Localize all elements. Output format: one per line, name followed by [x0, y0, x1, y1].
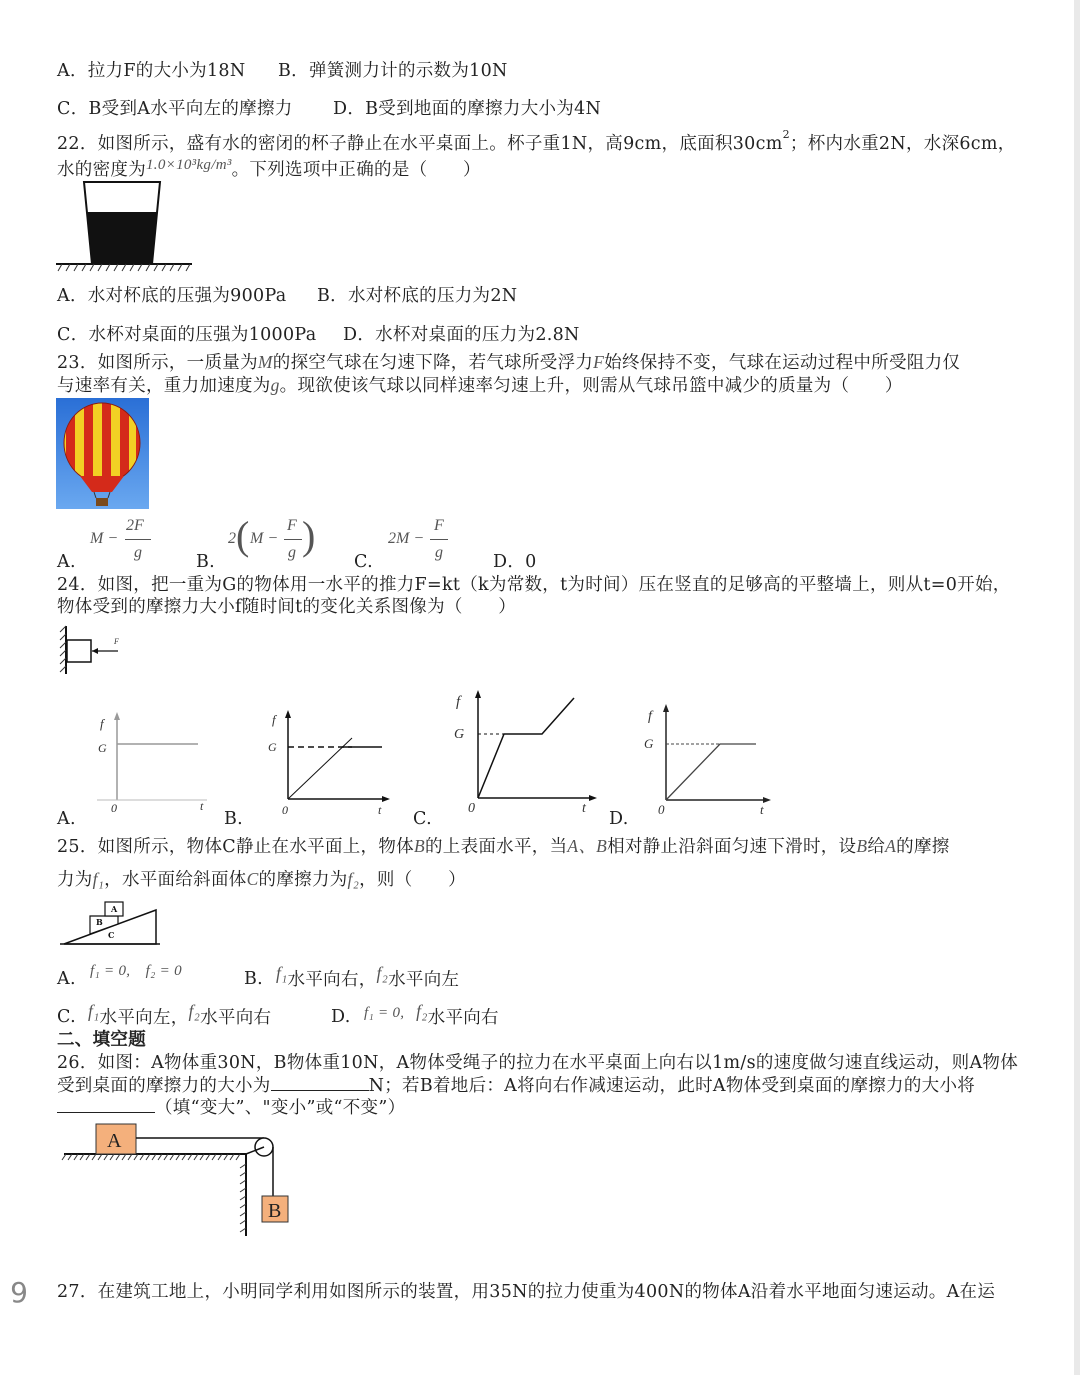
q25-b-t1: 水平向右， — [287, 970, 377, 990]
graph-d — [640, 700, 780, 818]
block-a-label: A — [111, 904, 118, 914]
graph-c-g-label: G — [454, 727, 465, 742]
q23-option-c-expr: 2M − — [388, 530, 425, 547]
q22-stem-text-b: ；杯内水重2N，水深6cm， — [789, 133, 1016, 154]
q23-option-a-label: A. — [57, 552, 76, 572]
q23-option-c-fraction-bar — [430, 539, 448, 540]
q23-option-a-num: 2F — [126, 517, 144, 534]
block-a-label-q26: A — [107, 1130, 122, 1152]
graph-c-f-label: f — [456, 694, 461, 710]
q25-d-t: 水平向右 — [427, 1008, 499, 1028]
q22-stem-line2-text: 水的密度为 — [57, 160, 146, 180]
q25-text-d: 给 — [867, 837, 886, 857]
graph-c — [448, 686, 598, 814]
q23-option-a-fraction-bar — [125, 539, 151, 540]
q21-option-d: D．B受到地面的摩擦力大小为4N — [333, 99, 602, 119]
q25-d-f2: f₂ — [416, 1001, 428, 1021]
graph-b-t-label: t — [378, 803, 382, 817]
q23-text-d: 与速率有关，重力加速度为 — [57, 376, 271, 396]
q26-text-a: 受到桌面的摩擦力的大小为 — [57, 1076, 271, 1096]
q22-stem-text: 22．如图所示，盛有水的密闭的杯子静止在水平桌面上。杯子重1N，高9cm，底面积30cm — [57, 133, 783, 154]
q24-stem-line1: 24．如图，把一重为G的物体用一水平的推力F=kt（k为常数，t为时间）压在竖直的足够高的平整墙上，则从t=0开始， — [57, 575, 1011, 595]
graph-a-g-label: G — [98, 741, 107, 755]
q23-option-b-num: F — [287, 517, 297, 534]
graph-a-f-label: f — [100, 716, 104, 731]
hot-air-balloon-image — [56, 398, 149, 509]
q25-option-c-label: C. — [57, 1007, 76, 1027]
q25-c-f2: f₂ — [188, 1001, 201, 1021]
q25-symbol-c: C — [246, 869, 259, 889]
q25-symbol-b2: B — [856, 836, 868, 856]
page-number-badge: 9 — [0, 1272, 38, 1314]
wall-block-figure — [60, 624, 130, 676]
section-title-fill-in: 二、填空题 — [57, 1030, 146, 1050]
q25-c-f1: f₁ — [88, 1001, 100, 1021]
graph-d-origin: 0 — [658, 802, 665, 817]
q25-text-h: 的摩擦力为 — [258, 870, 348, 890]
q25-text-a: 25．如图所示，物体C静止在水平面上，物体 — [57, 837, 414, 857]
q23-text-e: 。现欲使该气球以同样速率匀速上升，则需从气球吊篮中减少的质量为（ ） — [279, 376, 903, 396]
q26-stem-line3 — [57, 1096, 405, 1119]
q22-option-c: C．水杯对桌面的压强为1000Pa — [57, 325, 317, 345]
q23-option-b-den: g — [288, 544, 296, 561]
q24-option-c: C. — [413, 809, 432, 829]
q23-option-b-inner: M − — [250, 530, 279, 547]
q23-text-a: 23．如图所示，一质量为 — [57, 353, 258, 373]
q25-symbol-ab: A、B — [567, 836, 608, 856]
q25-symbol-b: B — [413, 836, 425, 856]
q22-option-a: A．水对杯底的压强为900Pa — [57, 286, 287, 306]
q23-option-b-lparen: ( — [236, 513, 250, 558]
q23-option-a-den: g — [134, 544, 142, 561]
q24-option-b: B. — [224, 809, 244, 829]
q23-option-b-rparen: ) — [302, 513, 316, 558]
q24-option-d: D. — [609, 809, 629, 829]
q25-c-t2: 水平向右 — [200, 1008, 272, 1028]
graph-d-g-label: G — [644, 736, 654, 751]
q21-option-c: C．B受到A水平向左的摩擦力 — [57, 99, 293, 119]
q26-stem-line2 — [57, 1074, 975, 1097]
graph-b-f-label: f — [272, 712, 276, 727]
q25-text-f: 力为 — [57, 870, 93, 890]
q25-text-b: 的上表面水平，当 — [424, 837, 568, 857]
q25-stem-line2 — [57, 868, 466, 891]
q26-text-b: N；若B着地后：A将向右作减速运动，此时A物体受到桌面的摩擦力的大小将 — [368, 1076, 976, 1096]
q25-d-expr: f₁ = 0, — [364, 1005, 405, 1021]
block-b-label: B — [96, 917, 103, 927]
push-force-label: F — [114, 637, 119, 646]
graph-a — [92, 704, 212, 814]
pulley-table-figure — [60, 1120, 300, 1238]
q23-option-c-num: F — [434, 517, 444, 534]
q25-option-b-text — [276, 963, 460, 991]
graph-a-origin: 0 — [111, 801, 117, 815]
q23-symbol-g: g — [270, 375, 280, 395]
q25-stem-line1 — [57, 835, 950, 858]
q23-option-c-label: C. — [354, 552, 373, 572]
q23-symbol-m: M — [257, 352, 273, 372]
q23-stem-line2 — [57, 374, 903, 397]
graph-d-f-label: f — [648, 709, 652, 724]
right-edge-border — [1074, 0, 1080, 1375]
q25-text-e: 的摩擦 — [896, 837, 950, 857]
q25-symbol-f1: f₁ — [92, 869, 105, 889]
q25-option-b-label: B. — [244, 969, 264, 989]
q26-blank-2[interactable] — [57, 1096, 155, 1113]
q22-superscript: 2 — [782, 128, 790, 141]
q25-text-g: ，水平面给斜面体 — [104, 870, 247, 890]
q25-symbol-a: A — [885, 836, 897, 856]
block-c-label: C — [108, 930, 115, 940]
q24-option-a: A. — [57, 809, 76, 829]
q21-option-b: B．弹簧测力计的示数为10N — [278, 61, 508, 81]
q25-b-f2: f₂ — [376, 963, 389, 983]
q24-stem-line2: 物体受到的摩擦力大小f随时间t的变化关系图像为（ ） — [57, 597, 517, 617]
q21-option-a: A．拉力F的大小为18N — [57, 61, 246, 81]
q22-stem-line1 — [57, 128, 1016, 155]
graph-c-t-label: t — [582, 801, 586, 816]
q25-b-t2: 水平向左 — [388, 970, 460, 990]
q25-symbol-f2: f₂ — [347, 869, 360, 889]
q26-blank-1[interactable] — [271, 1074, 369, 1091]
q25-text-i: ，则（ ） — [359, 870, 466, 890]
q22-stem-line2-text-b: 。下列选项中正确的是（ ） — [231, 160, 481, 180]
block-b-label-q26: B — [268, 1200, 282, 1222]
q22-option-d: D．水杯对桌面的压力为2.8N — [343, 325, 580, 345]
q22-stem-line2 — [57, 159, 481, 182]
q27-stem-line1: 27．在建筑工地上，小明同学利用如图所示的装置，用35N的拉力使重为400N的物体A沿着水平地面匀速运动。A在运 — [57, 1282, 996, 1302]
q23-option-b-coef: 2 — [228, 530, 236, 547]
cup-on-table-figure — [56, 182, 196, 272]
q25-option-c-text — [88, 1001, 272, 1029]
graph-d-t-label: t — [760, 802, 764, 817]
q23-option-c-den: g — [435, 544, 443, 561]
q23-symbol-f: F — [593, 352, 605, 372]
q25-option-a-expr: f₁ = 0, f₂ = 0 — [90, 963, 182, 979]
q26-stem-line1: 26．如图：A物体重30N，B物体重10N，A物体受绳子的拉力在水平桌面上向右以1m/s的速度做匀速直线运动，则A物体 — [57, 1053, 1019, 1073]
q23-option-a-expr: M − — [90, 530, 119, 547]
q23-option-d: D．0 — [493, 552, 537, 572]
incline-abc-figure — [60, 898, 162, 950]
q23-text-b: 的探空气球在匀速下降，若气球所受浮力 — [272, 353, 594, 373]
q23-text-c: 始终保持不变，气球在运动过程中所受阻力仅 — [604, 353, 961, 373]
q23-option-b-label: B. — [196, 552, 216, 572]
graph-b-origin: 0 — [282, 803, 288, 817]
q25-b-f1: f₁ — [276, 963, 288, 983]
q25-option-a-label: A. — [57, 969, 76, 989]
q22-density-formula: 1.0×10³kg/m³ — [146, 157, 232, 173]
q25-option-d-text — [364, 1000, 499, 1028]
q25-text-c: 相对静止沿斜面匀速下滑时，设 — [607, 837, 857, 857]
graph-b-g-label: G — [268, 740, 277, 754]
q23-stem-line1 — [57, 351, 960, 374]
q26-text-c: （填“变大”、"变小”或“不变”） — [155, 1098, 406, 1118]
graph-a-t-label: t — [200, 799, 204, 813]
graph-b — [262, 704, 392, 816]
q22-option-b: B．水对杯底的压力为2N — [317, 286, 518, 306]
q23-option-b-fraction-bar — [284, 539, 302, 540]
q25-c-t1: 水平向左， — [99, 1008, 189, 1028]
graph-c-origin: 0 — [468, 801, 475, 816]
q25-option-d-label: D. — [331, 1007, 351, 1027]
